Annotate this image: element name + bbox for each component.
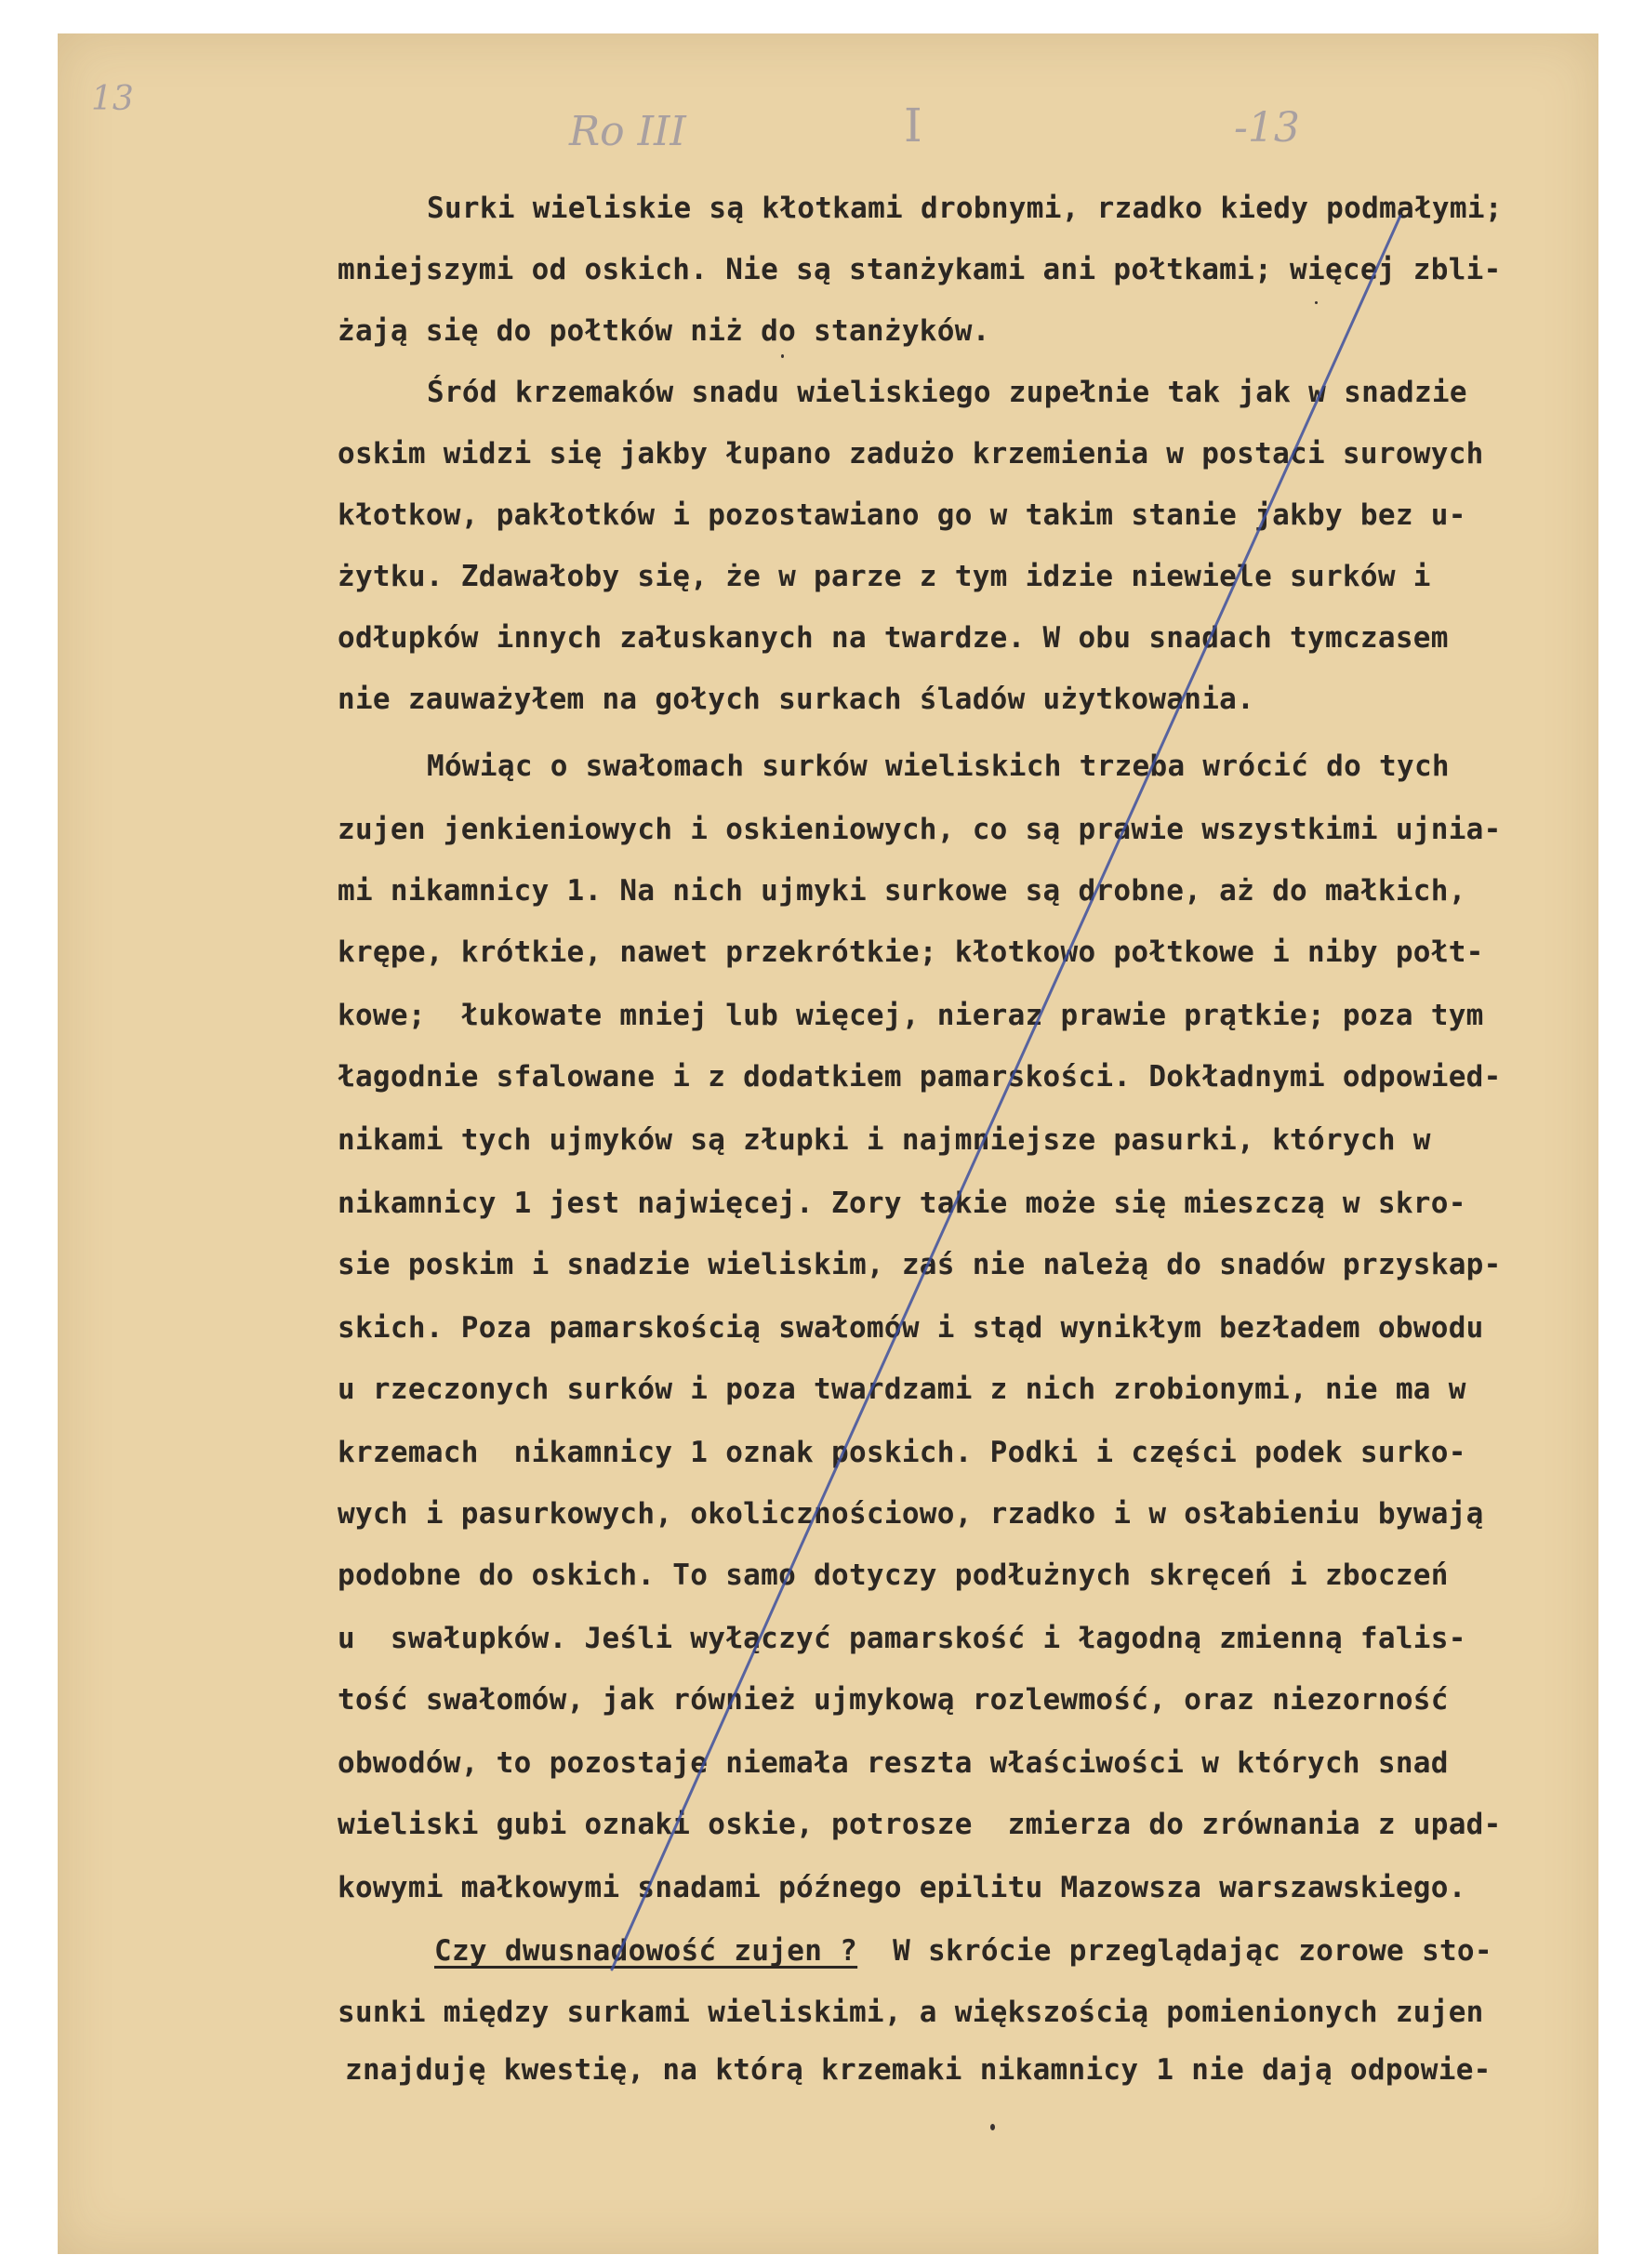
text-line: mniejszymi od oskich. Nie są stanżykami ani połtkami; więcej zbli-: [338, 253, 1502, 286]
text-line: odłupków innych załuskanych na twardze. W obu snadach tymczasem: [338, 621, 1449, 655]
text-line: sie poskim i snadzie wieliskim, zaś nie należą do snadów przyskap-: [338, 1248, 1502, 1281]
text-line: Surki wieliskie są kłotkami drobnymi, rzadko kiedy podmałymi;: [427, 192, 1503, 225]
signature-annotation: Ro III: [569, 108, 686, 155]
ink-speck: [781, 354, 784, 358]
ink-speck: [990, 2124, 995, 2130]
ink-speck: [1315, 301, 1318, 304]
text-line: nie zauważyłem na gołych surkach śladów użytkowania.: [338, 683, 1255, 716]
text-line: wieliski gubi oznaki oskie, potrosze zmierza do zrównania z upad-: [338, 1808, 1502, 1841]
text-line: zujen jenkieniowych i oskieniowych, co są prawie wszystkimi ujnia-: [338, 813, 1502, 846]
text-line: oskim widzi się jakby łupano zadużo krzemienia w postaci surowych: [338, 437, 1484, 471]
text-line: kowe; łukowate mniej lub więcej, nieraz prawie prątkie; poza tym: [338, 999, 1484, 1032]
text-line: wych i pasurkowych, okolicznościowo, rzadko i w osłabieniu bywają: [338, 1497, 1484, 1531]
text-line: kowymi małkowymi snadami późnego epilitu Mazowsza warszawskiego.: [338, 1871, 1466, 1904]
text-line: sunki między surkami wieliskimi, a większością pomienionych zujen: [338, 1996, 1484, 2029]
text-line: u swałupków. Jeśli wyłączyć pamarskość i łagodną zmienną falis-: [338, 1622, 1466, 1655]
document-page: [58, 33, 1598, 2254]
text-line: krzemach nikamnicy 1 oznak poskich. Podki i części podek surko-: [338, 1436, 1466, 1469]
text-line: skich. Poza pamarskością swałomów i stąd wynikłym bezładem obwodu: [338, 1311, 1484, 1345]
text-line: nikami tych ujmyków są złupki i najmniejsze pasurki, których w: [338, 1123, 1431, 1157]
pen-strikethrough-line: [58, 33, 1598, 2254]
text-line: żają się do połtków niż do stanżyków.: [338, 314, 990, 348]
text-line: mi nikamnicy 1. Na nich ujmyki surkowe są drobne, aż do małkich,: [338, 874, 1466, 908]
text-line: Mówiąc o swałomach surków wieliskich trzeba wrócić do tych: [427, 749, 1450, 783]
page-number-annotation: -13: [1234, 104, 1300, 152]
text-line: łagodnie sfalowane i z dodatkiem pamarskości. Dokładnymi odpowied-: [338, 1060, 1502, 1094]
margin-number: 13: [91, 80, 134, 118]
text-line: krępe, krótkie, nawet przekrótkie; kłotkowo połtkowe i niby połt-: [338, 935, 1484, 969]
text-line: żytku. Zdawałoby się, że w parze z tym idzie niewiele surków i: [338, 560, 1431, 593]
text-line: tość swałomów, jak również ujmykową rozlewmość, oraz niezorność: [338, 1683, 1449, 1717]
section-heading: Czy dwusnadowość zujen ?: [434, 1934, 858, 1968]
text-line: nikamnicy 1 jest najwięcej. Zory takie może się mieszczą w skro-: [338, 1187, 1466, 1220]
text-line: podobne do oskich. To samo dotyczy podłużnych skręceń i zboczeń: [338, 1558, 1449, 1592]
text-line: Śród krzemaków snadu wieliskiego zupełnie tak jak w snadzie: [427, 376, 1467, 409]
text-line: znajduję kwestię, na którą krzemaki nikamnicy 1 nie dają odpowie-: [345, 2053, 1492, 2087]
text-line: kłotkow, pakłotków i pozostawiano go w takim stanie jakby bez u-: [338, 498, 1466, 532]
text-line: obwodów, to pozostaje niemała reszta właściwości w których snad: [338, 1746, 1449, 1780]
heading-continuation: W skrócie przeglądając zorowe sto-: [857, 1934, 1492, 1968]
text-line: u rzeczonych surków i poza twardzami z nich zrobionymi, nie ma w: [338, 1373, 1466, 1406]
roman-numeral-annotation: I: [904, 99, 922, 153]
